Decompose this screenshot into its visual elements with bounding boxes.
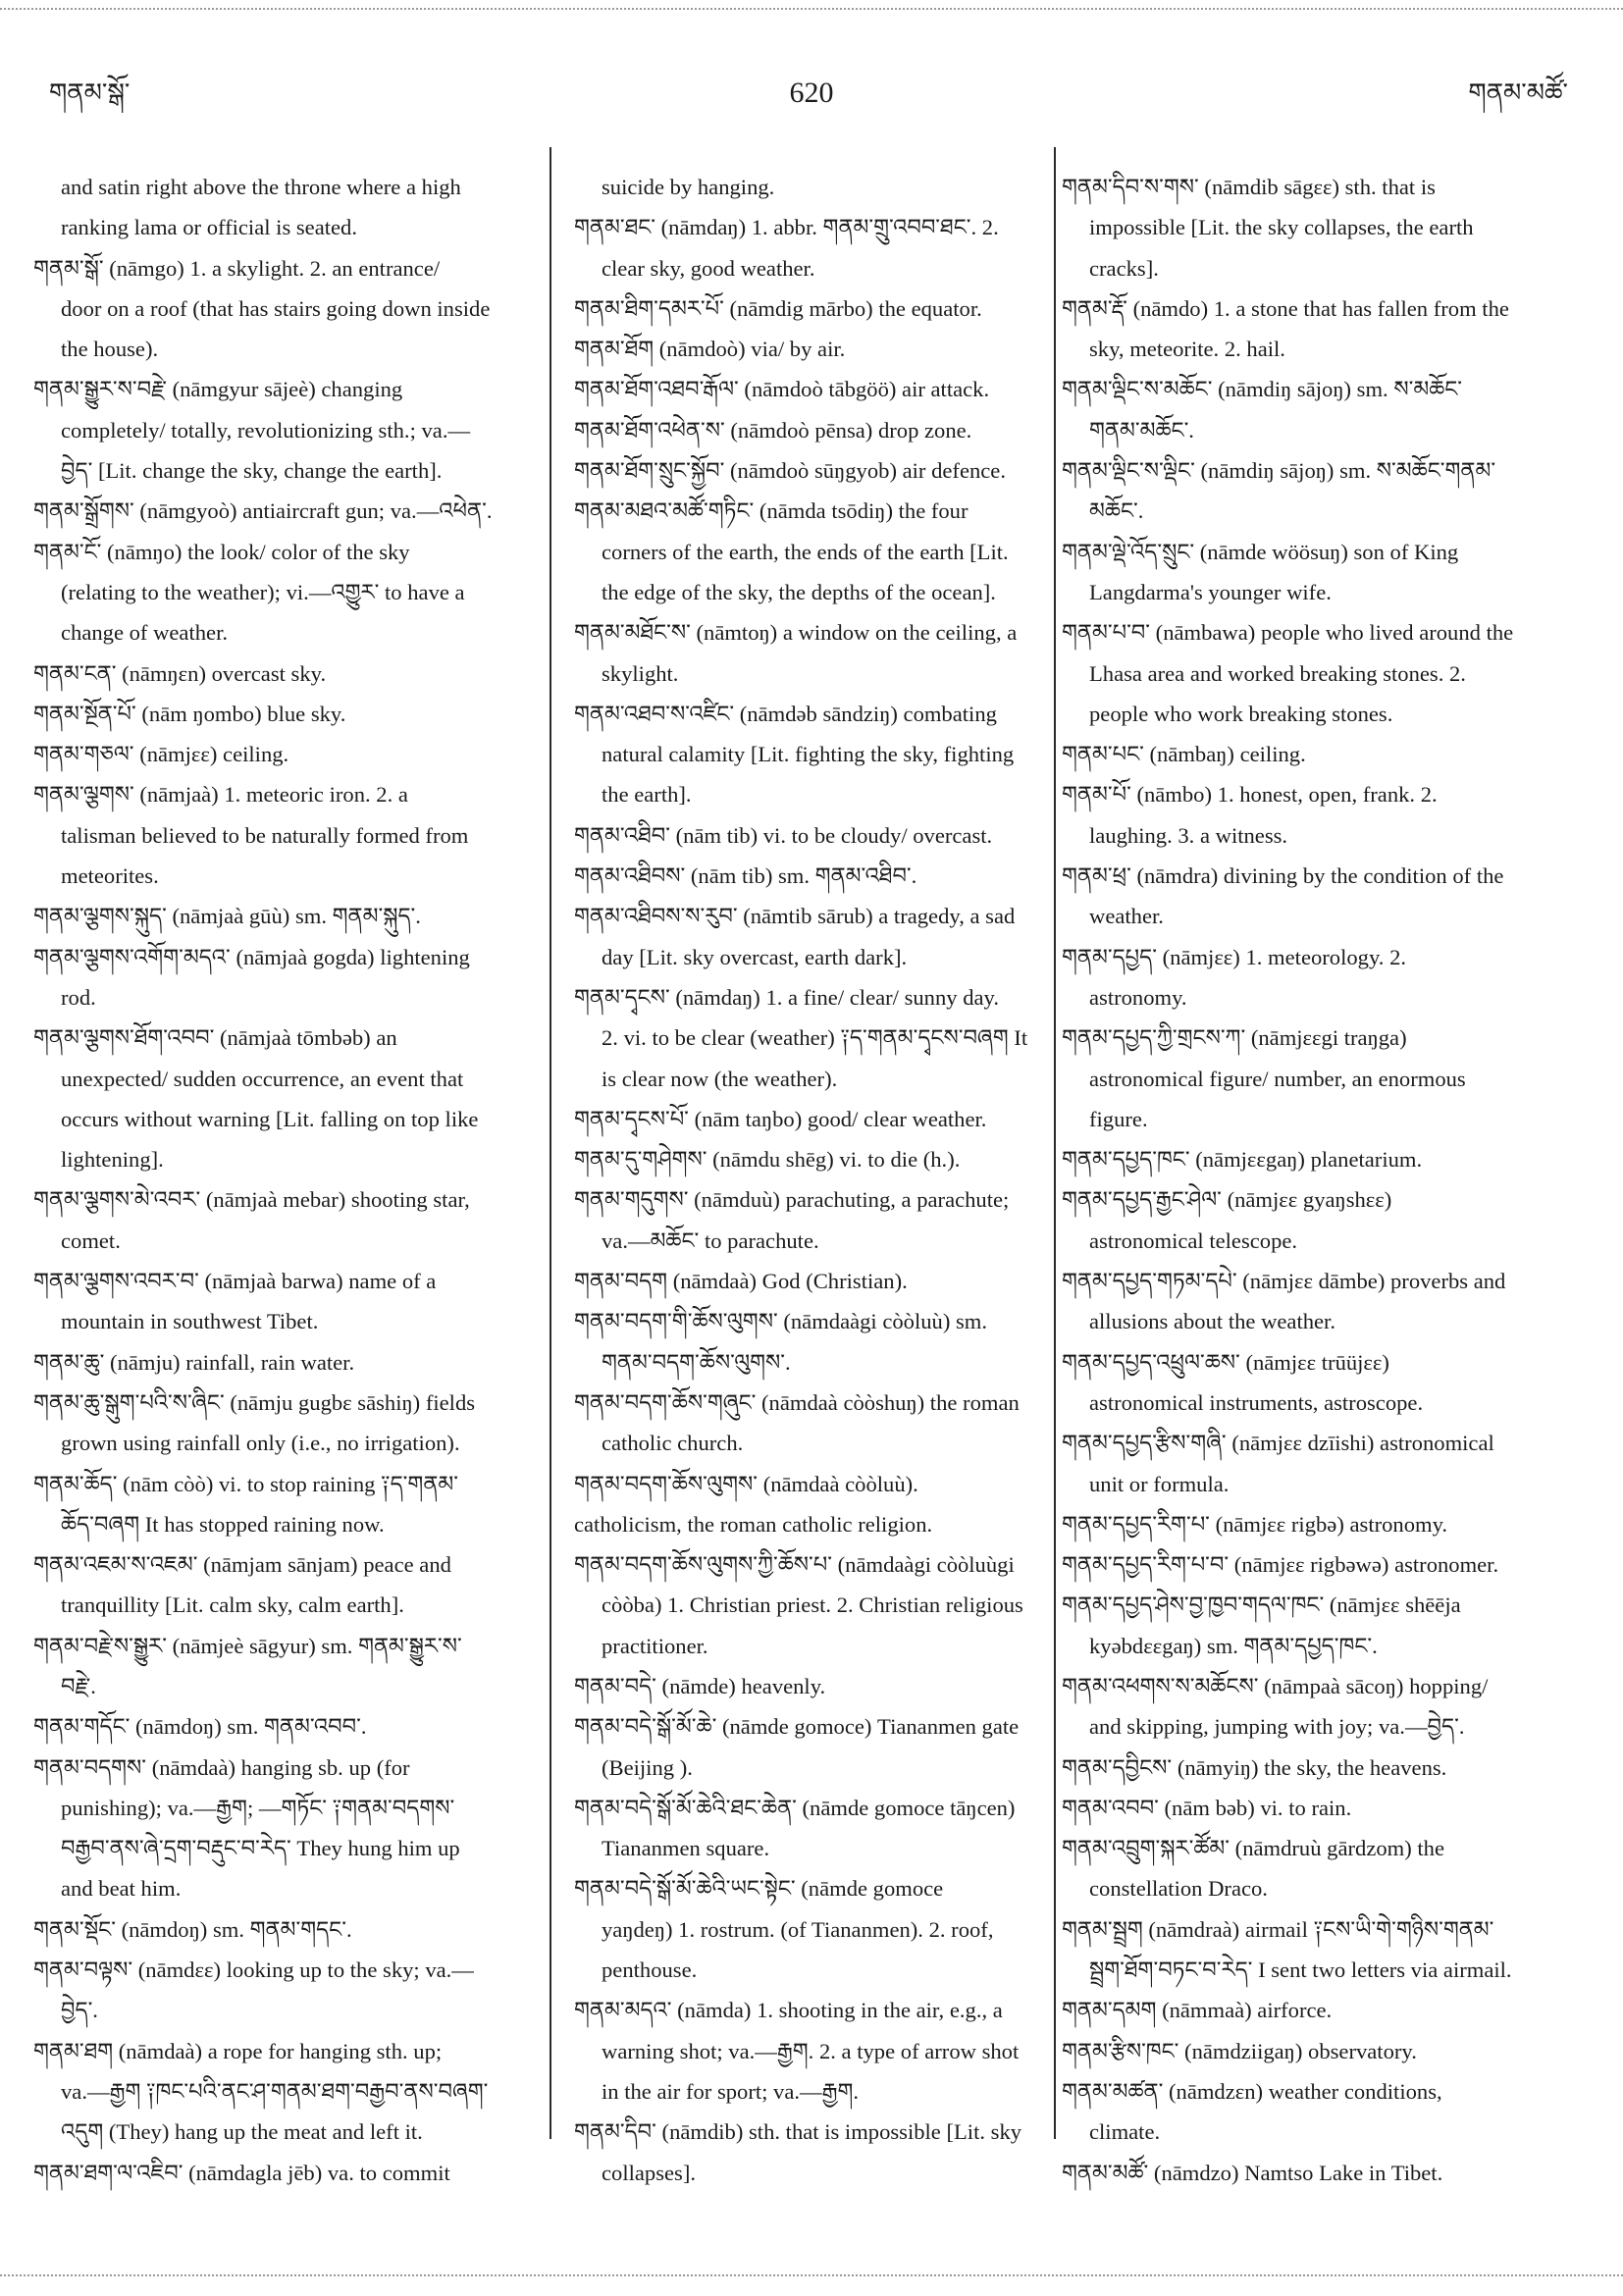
entry-continuation-line: punishing); va.—རྒྱག; —གཏོང་ ༑གནམ་བདགས་ [61, 1795, 455, 1820]
entry-headword-line: གནམ་དིབ་ (nāmdib) sth. that is impossible [Lit. sky [574, 2119, 1022, 2145]
entry-headword-line: གནམ་ཐིག་དམར་པོ་ (nāmdig mārbo) the equator. [574, 295, 982, 321]
entry-headword-line: གནམ་བདེ་སྒོ་མོ་ཆེ་ (nāmde gomoce) Tiananmen gate [574, 1714, 1020, 1740]
entry-continuation-line: unit or formula. [1089, 1471, 1230, 1496]
entry-continuation-line: and beat him. [61, 1876, 182, 1902]
entry-headword-line: གནམ་བདེ་སྒོ་མོ་ཆེའི་ཐང་ཆེན་ (nāmde gomoce tāŋcen) [574, 1795, 1016, 1820]
entry-headword-line: གནམ་འཕགས་ས་མཆོངས་ (nāmpaà sācoŋ) hopping/ [1062, 1673, 1489, 1698]
entry-headword-line: གནམ་དབྱིངས་ (nāmyiŋ) the sky, the heavens. [1062, 1754, 1447, 1780]
bottom-scan-border [0, 2274, 1623, 2276]
entry-continuation-line: (Beijing ). [602, 1754, 693, 1780]
entry-headword-line: གནམ་མཐོང་ས་ (nāmtoŋ) a window on the ceiling, a [574, 620, 1018, 646]
entry-headword-line: གནམ་ཆུ་སྒུག་པའི་ས་ཞིང་ (nāmju gugbɛ sāshiŋ) fields [33, 1389, 476, 1415]
entry-headword-line: གནམ་ཐང་ (nāmdaŋ) 1. abbr. གནམ་གྲུ་འབབ་ཐང་. 2. [574, 215, 999, 240]
entry-continuation-line: comet. [61, 1227, 121, 1253]
page-number: 620 [789, 77, 834, 109]
entry-continuation-line: occurs without warning [Lit. falling on top like [61, 1106, 479, 1131]
entry-headword-line: གནམ་དཔྱད་ཁང་ (nāmjɛɛgaŋ) planetarium. [1062, 1147, 1423, 1173]
entry-headword-line: གནམ་སྒྱུར་ས་བརྗེ་ (nāmgyur sājeè) changing [33, 377, 403, 402]
entry-headword-line: གནམ་དིབ་ས་གས་ (nāmdib sāgɛɛ) sth. that is [1062, 175, 1436, 199]
entry-headword-line: གནམ་བརྗེ་ས་སྒྱུར་ (nāmjeè sāgyur) sm. གནམ་སྒྱུར་ས་ [33, 1633, 462, 1658]
column-1 [33, 167, 544, 2193]
entry-continuation-line: (relating to the weather); vi.—འགྱུར་ to have a [61, 579, 465, 604]
entry-continuation-line: འདུག (They) hang up the meat and left it. [61, 2119, 423, 2145]
entry-headword-line: གནམ་སྦྲག (nāmdraà) airmail ༑ངས་ཡི་གེ་གཉིས་གནམ་ [1062, 1916, 1494, 1942]
entry-continuation-line: astronomy. [1089, 984, 1187, 1010]
entry-continuation-line: cracks]. [1089, 255, 1159, 281]
entry-continuation-line: grown using rainfall only (i.e., no irrigation). [61, 1431, 460, 1456]
entry-headword-line: གནམ་ལྕགས་ (nāmjaà) 1. meteoric iron. 2. a [33, 782, 408, 808]
entry-headword-line: གནམ་ཐག (nāmdaà) a rope for hanging sth. up; [33, 2038, 443, 2063]
entry-continuation-line: va.—རྒྱག ༑ཁང་པའི་ནང་ཤ་གནམ་ཐག་བརྒྱབ་ནས་བཞག་ [61, 2078, 489, 2104]
entry-continuation-line: climate. [1089, 2119, 1161, 2145]
entry-headword-line: གནམ་ཐོག་འཕེན་ས་ (nāmdoò pēnsa) drop zone. [574, 417, 972, 443]
entry-continuation-line: སྦྲག་ཐོག་བཏང་བ་རེད་ I sent two letters via airmail. [1089, 1957, 1512, 1983]
entry-headword-line: གནམ་མཐའ་མཚོ་གཏིང་ (nāmda tsōdiŋ) the four [574, 498, 969, 524]
entry-headword-line: གནམ་པ་བ་ (nāmbawa) people who lived around the [1062, 620, 1514, 646]
entry-continuation-line: the earth]. [602, 782, 692, 808]
entry-headword-line: གནམ་ངན་ (nāmŋɛn) overcast sky. [33, 660, 327, 686]
entry-continuation-line: change of weather. [61, 620, 228, 646]
entry-headword-line: གནམ་དཔྱད་ཀྱི་གྲངས་ཀ་ (nāmjɛɛgi traŋga) [1062, 1025, 1407, 1051]
entry-continuation-line: གནམ་བདག་ཆོས་ལུགས་. [602, 1349, 791, 1375]
entry-headword-line: གནམ་ལྕགས་འགོག་མདའ་ (nāmjaà gogda) lightening [33, 944, 470, 969]
entry-continuation-line: allusions about the weather. [1089, 1309, 1335, 1334]
entry-headword-line: གནམ་འཇམ་ས་འཇམ་ (nāmjam sānjam) peace and [33, 1552, 451, 1578]
entry-continuation-line: the edge of the sky, the depths of the ocean]. [602, 579, 996, 604]
entry-headword-line: གནམ་དྭངས་ (nāmdaŋ) 1. a fine/ clear/ sunny day. [574, 984, 1000, 1010]
entry-continuation-line: བརྒྱབ་ནས་ཞེ་དྲག་བརྡུང་བ་རེད་ They hung him up [61, 1836, 460, 1861]
entry-continuation-line: yaŋdeŋ) 1. rostrum. (of Tiananmen). 2. roof, [602, 1916, 994, 1942]
entry-headword-line: གནམ་དུ་གཤེགས་ (nāmdu shēg) vi. to die (h.). [574, 1147, 961, 1173]
entry-continuation-line: 2. vi. to be clear (weather) ༑ད་གནམ་དྭངས་བཞག It [602, 1025, 1028, 1051]
entry-continuation-line: is clear now (the weather). [602, 1066, 838, 1091]
entry-continuation-line: natural calamity [Lit. fighting the sky, fighting [602, 742, 1015, 767]
entry-continuation-line: ranking lama or official is seated. [61, 215, 357, 240]
entry-continuation-line: day [Lit. sky overcast, earth dark]. [602, 944, 908, 969]
entry-continuation-line: astronomical telescope. [1089, 1227, 1298, 1253]
entry-headword-line: གནམ་དཔྱད་རྩིས་གཞི་ (nāmjɛɛ dzīishi) astronomical [1062, 1431, 1494, 1456]
entry-headword-line: གནམ་ལྕགས་ཐོག་འབབ་ (nāmjaà tōmbəb) an [33, 1025, 397, 1051]
entry-continuation-line: còòba) 1. Christian priest. 2. Christian religious [602, 1592, 1023, 1618]
entry-headword-line: གནམ་བདག་ཆོས་ལུགས་ཀྱི་ཆོས་པ་ (nāmdaàgi còòluùgi [574, 1552, 1015, 1578]
entry-headword-line: གནམ་དཔྱད་རྒྱང་ཤེལ་ (nāmjɛɛ gyaŋshɛɛ) [1062, 1187, 1392, 1213]
entry-headword-line: གནམ་ལྡིང་ས་མཆོང་ (nāmdiŋ sājoŋ) sm. ས་མཆོང་ [1062, 377, 1463, 402]
entry-continuation-line: warning shot; va.—རྒྱག. 2. a type of arrow shot [602, 2038, 1020, 2063]
entry-headword-line: གནམ་གདུགས་ (nāmduù) parachuting, a parachute; [574, 1187, 1010, 1213]
entry-headword-line: གནམ་དཔྱད་འཕྲུལ་ཆས་ (nāmjɛɛ trūüjɛɛ) [1062, 1349, 1389, 1375]
entry-headword-line: གནམ་བདེ་སྒོ་མོ་ཆེའི་ཡང་སྟེང་ (nāmde gomoce [574, 1876, 944, 1902]
entry-headword-line: གནམ་བདེ་ (nāmde) heavenly. [574, 1673, 826, 1698]
entry-continuation-line: lightening]. [61, 1147, 164, 1173]
entry-continuation-line: door on a roof (that has stairs going down inside [61, 295, 491, 321]
entry-headword-line: གནམ་སྔོན་པོ་ (nām ŋombo) blue sky. [33, 701, 346, 726]
entry-continuation-line: བརྗེ་. [61, 1673, 96, 1698]
entry-continuation-line: astronomical figure/ number, an enormous [1089, 1066, 1466, 1091]
entry-headword-line: གནམ་འབྲུག་སྐར་ཚོམ་ (nāmdruù gārdzom) the [1062, 1836, 1444, 1861]
entry-continuation-line: གནམ་མཆོང་. [1089, 417, 1194, 443]
entry-headword-line: གནམ་འཐབ་ས་འཛིང་ (nāmdəb sāndziŋ) combating [574, 701, 997, 726]
header-right-guideword: གནམ་མཚོ་ [1468, 78, 1568, 107]
entry-headword-line: གནམ་འབབ་ (nām bəb) vi. to rain. [1062, 1795, 1352, 1820]
entry-headword-line: གནམ་མཚོ་ (nāmdzo) Namtso Lake in Tibet. [1062, 2160, 1443, 2185]
entry-continuation-line: skylight. [602, 660, 679, 686]
entry-headword-line: གནམ་མདའ་ (nāmda) 1. shooting in the air, e.g., a [574, 1998, 1003, 2023]
entry-headword-line: གནམ་ཆུ་ (nāmju) rainfall, rain water. [33, 1349, 355, 1375]
entry-continuation-line: laughing. 3. a witness. [1089, 822, 1288, 848]
entry-continuation-line: practitioner. [602, 1633, 708, 1658]
entry-headword-line: གནམ་དྭངས་པོ་ (nām taŋbo) good/ clear weather. [574, 1106, 987, 1131]
entry-headword-line: གནམ་སྒྲོགས་ (nāmgyoò) antiaircraft gun; va.—འཕེན་. [33, 498, 493, 524]
column-divider-left [550, 147, 551, 2139]
entry-continuation-line: constellation Draco. [1089, 1876, 1268, 1902]
entry-headword-line: གནམ་འཐིབ་ (nām tib) vi. to be cloudy/ overcast. [574, 822, 993, 848]
entry-headword-line: གནམ་བལྟས་ (nāmdɛɛ) looking up to the sky; va.— [33, 1957, 474, 1983]
entry-continuation-line: unexpected/ sudden occurrence, an event that [61, 1066, 464, 1091]
entry-continuation-line: people who work breaking stones. [1089, 701, 1393, 726]
entry-headword-line: catholicism, the roman catholic religion. [574, 1511, 933, 1537]
entry-headword-line: གནམ་ངོ་ (nāmŋo) the look/ color of the sky [33, 539, 410, 564]
entry-continuation-line: tranquillity [Lit. calm sky, calm earth]. [61, 1592, 404, 1618]
entry-continuation-line: and skipping, jumping with joy; va.—བྱེད་. [1089, 1714, 1465, 1740]
entry-headword-line: གནམ་སྡོང་ (nāmdoŋ) sm. གནམ་གདང་. [33, 1916, 352, 1942]
entry-headword-line: གནམ་ཐག་ལ་འཇིབ་ (nāmdagla jēb) va. to commit [33, 2160, 450, 2185]
entry-continuation-line: va.—མཆོང་ to parachute. [602, 1227, 819, 1253]
entry-continuation-line: rod. [61, 984, 96, 1010]
entry-headword-line: གནམ་རྡོ་ (nāmdo) 1. a stone that has fallen from the [1062, 295, 1509, 321]
entry-headword-line: གནམ་འཐིབས་ས་རུབ་ (nāmtib sārub) a tragedy, a sad [574, 904, 1016, 929]
entry-continuation-line: clear sky, good weather. [602, 255, 815, 281]
entry-continuation-line: weather. [1089, 904, 1164, 929]
entry-headword-line: གནམ་གདོང་ (nāmdoŋ) sm. གནམ་འབབ་. [33, 1714, 367, 1740]
entry-headword-line: གནམ་དམག (nāmmaà) airforce. [1062, 1998, 1333, 2023]
entry-continuation-line: astronomical instruments, astroscope. [1089, 1389, 1424, 1415]
entry-headword-line: གནམ་བདག་ཆོས་ལུགས་ (nāmdaà còòluù). [574, 1471, 918, 1496]
entry-continuation-line: Tiananmen square. [602, 1836, 770, 1861]
entry-continuation-line: the house). [61, 337, 159, 362]
entry-continuation-line: མཆོང་. [1089, 498, 1144, 524]
entry-headword-line: གནམ་ལྕགས་མེ་འབར་ (nāmjaà mebar) shooting star, [33, 1187, 470, 1213]
top-scan-border [0, 8, 1623, 10]
entry-headword-line: གནམ་ལྡེ་འོད་སྲུང་ (nāmde wöösuŋ) son of King [1062, 539, 1459, 564]
entry-headword-line: གནམ་དཔྱད་རིག་པ་ (nāmjɛɛ rigbə) astronomy. [1062, 1511, 1448, 1537]
entry-headword-line: གནམ་ལྡིང་ས་ལྡིང་ (nāmdiŋ sājoŋ) sm. ས་མཆོང་གནམ་ [1062, 458, 1496, 484]
entry-headword-line: གནམ་མཚན་ (nāmdzɛn) weather conditions, [1062, 2078, 1442, 2104]
entry-headword-line: གནམ་ཕྲ་ (nāmdra) divining by the condition of the [1062, 863, 1504, 889]
entry-headword-line: གནམ་འཐིབས་ (nām tib) sm. གནམ་འཐིབ་. [574, 863, 917, 889]
entry-headword-line: གནམ་བདག་གི་ཆོས་ལུགས་ (nāmdaàgi còòluù) sm. [574, 1309, 988, 1334]
entry-continuation-line: impossible [Lit. the sky collapses, the earth [1089, 215, 1474, 240]
entry-continuation-line: suicide by hanging. [602, 175, 775, 199]
entry-headword-line: གནམ་དཔྱད་ཤེས་བྱ་ཁྱབ་གདལ་ཁང་ (nāmjɛɛ shēēja [1062, 1592, 1461, 1618]
entry-continuation-line: collapses]. [602, 2160, 696, 2185]
entry-continuation-line: and satin right above the throne where a high [61, 175, 461, 199]
entry-headword-line: གནམ་སྒོ་ (nāmgo) 1. a skylight. 2. an entrance/ [33, 255, 441, 281]
entry-continuation-line: penthouse. [602, 1957, 698, 1983]
entry-headword-line: གནམ་པང་ (nāmbaŋ) ceiling. [1062, 742, 1306, 767]
entry-continuation-line: བྱེད་. [61, 1998, 98, 2023]
entry-continuation-line: Langdarma's younger wife. [1089, 579, 1332, 604]
entry-headword-line: གནམ་བདགས་ (nāmdaà) hanging sb. up (for [33, 1754, 410, 1780]
entry-headword-line: གནམ་རྩིས་ཁང་ (nāmdziigaŋ) observatory. [1062, 2038, 1417, 2063]
entry-continuation-line: completely/ totally, revolutionizing sth.; va.— [61, 417, 471, 443]
entry-headword-line: གནམ་ལྕགས་འབར་བ་ (nāmjaà barwa) name of a [33, 1269, 437, 1294]
entry-continuation-line: meteorites. [61, 863, 159, 889]
entry-headword-line: གནམ་གཅལ་ (nāmjɛɛ) ceiling. [33, 742, 289, 767]
entry-headword-line: གནམ་བདག (nāmdaà) God (Christian). [574, 1269, 908, 1294]
entry-continuation-line: talisman believed to be naturally formed from [61, 822, 469, 848]
entry-continuation-line: in the air for sport; va.—རྒྱག. [602, 2078, 860, 2104]
entry-headword-line: གནམ་ཐོག་འཐབ་རྒོལ་ (nāmdoò tābgöö) air attack. [574, 377, 990, 402]
entry-headword-line: གནམ་དཔྱད་རིག་པ་བ་ (nāmjɛɛ rigbəwə) astronomer. [1062, 1552, 1499, 1578]
entry-headword-line: གནམ་ཆོད་ (nām còò) vi. to stop raining ༑ད་གནམ་ [33, 1471, 459, 1496]
entry-continuation-line: Lhasa area and worked breaking stones. 2. [1089, 660, 1466, 686]
entry-continuation-line: ཆོད་བཞག It has stopped raining now. [61, 1511, 385, 1537]
entry-headword-line: གནམ་ལྕགས་སྐུད་ (nāmjaà gūù) sm. གནམ་སྐུད་. [33, 904, 421, 929]
entry-continuation-line: catholic church. [602, 1431, 744, 1456]
entry-continuation-line: corners of the earth, the ends of the earth [Lit. [602, 539, 1009, 564]
entry-headword-line: གནམ་དཔྱད་གཏམ་དཔེ་ (nāmjɛɛ dāmbe) proverbs and [1062, 1269, 1506, 1294]
header-left-guideword: གནམ་སྒོ་ [49, 78, 131, 107]
entry-continuation-line: kyəbdɛɛgaŋ) sm. གནམ་དཔྱད་ཁང་. [1089, 1633, 1378, 1658]
entry-continuation-line: mountain in southwest Tibet. [61, 1309, 319, 1334]
entry-continuation-line: sky, meteorite. 2. hail. [1089, 337, 1285, 362]
entry-headword-line: གནམ་པོ་ (nāmbo) 1. honest, open, frank. 2. [1062, 782, 1438, 808]
entry-headword-line: གནམ་དཔྱད་ (nāmjɛɛ) 1. meteorology. 2. [1062, 944, 1407, 969]
entry-headword-line: གནམ་ཐོག་སྲུང་སྐྱོབ་ (nāmdoò sūŋgyob) air defence. [574, 458, 1006, 484]
column-3 [1062, 167, 1577, 2193]
entry-continuation-line: བྱེད་ [Lit. change the sky, change the earth]. [61, 458, 443, 484]
entry-headword-line: གནམ་བདག་ཆོས་གཞུང་ (nāmdaà còòshuŋ) the roman [574, 1389, 1020, 1415]
column-2 [574, 167, 1070, 2193]
entry-continuation-line: figure. [1089, 1106, 1148, 1131]
entry-headword-line: གནམ་ཐོག (nāmdoò) via/ by air. [574, 337, 846, 362]
